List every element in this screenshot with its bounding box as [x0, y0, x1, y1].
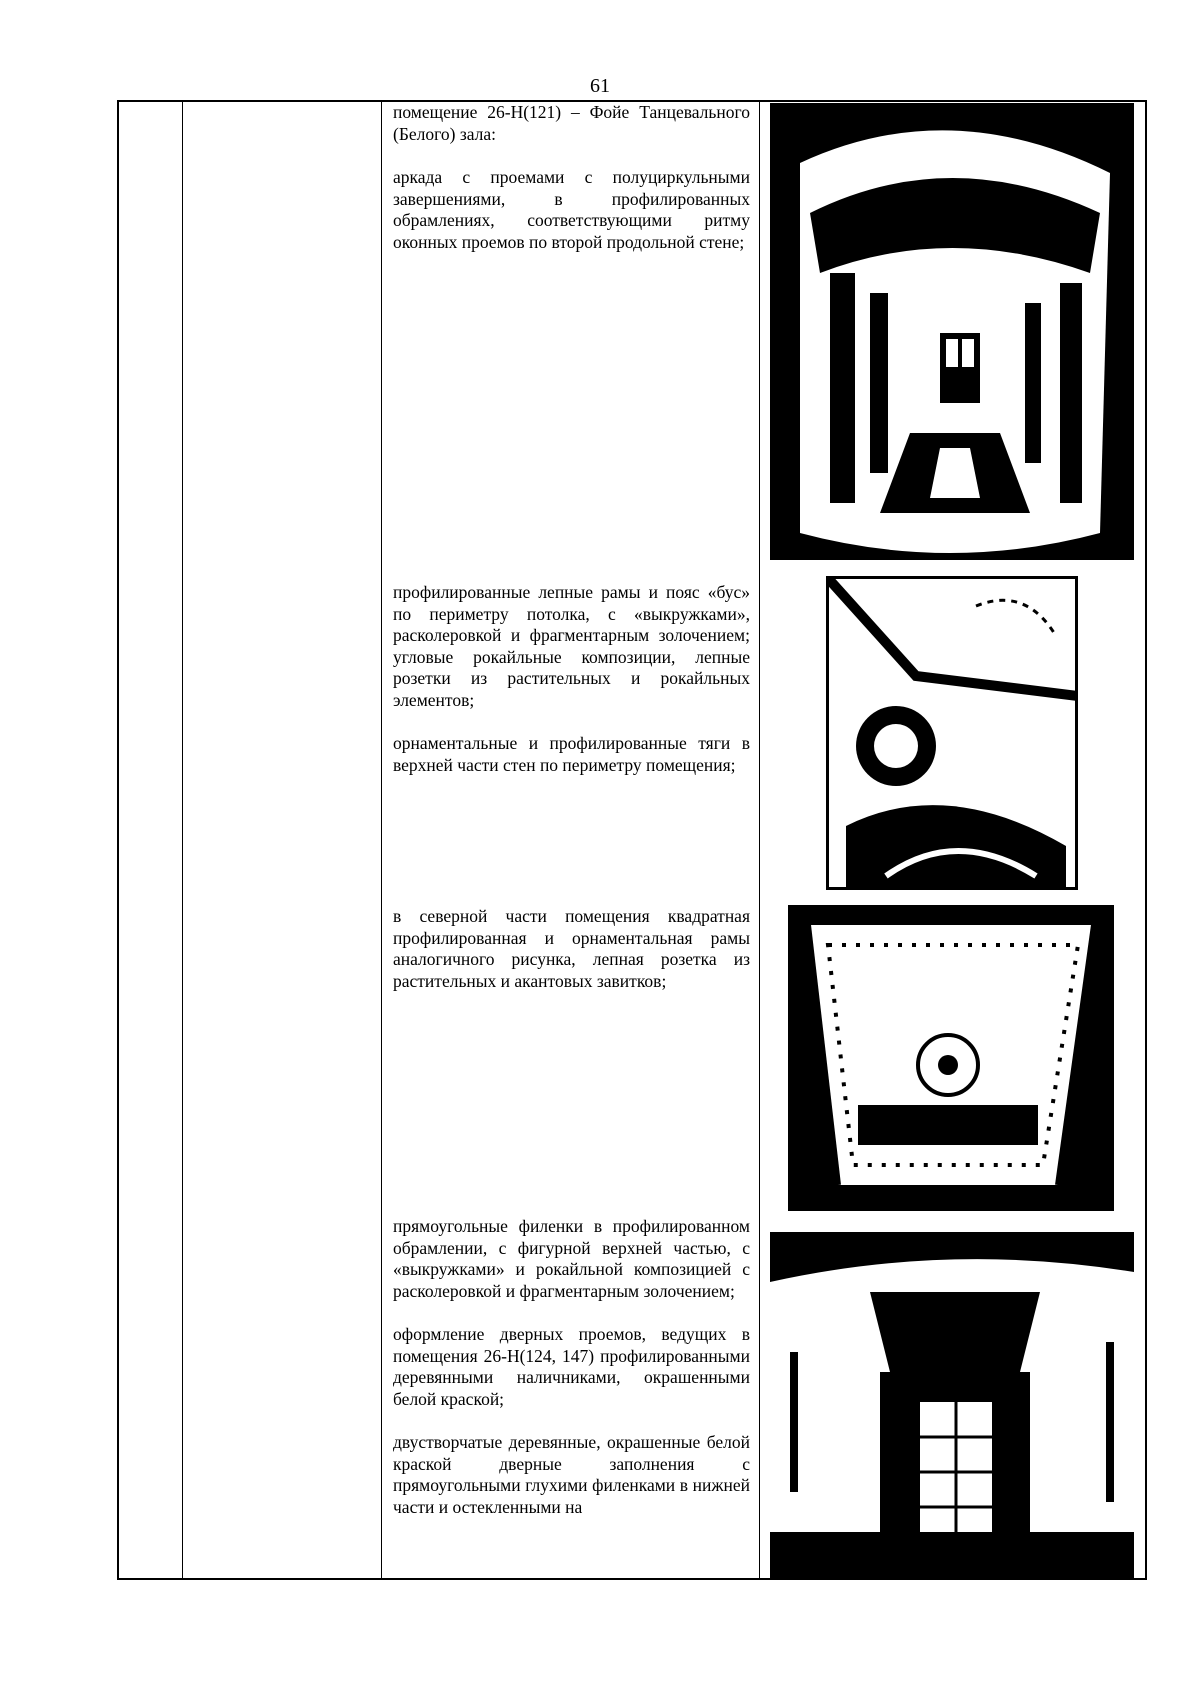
paragraph: в северной части помещения квадратная профилированная и орнаментальная рамы аналогичного рисунка, лепная розетка из растительных и акантовых завитков;: [393, 906, 750, 991]
ceiling-corner-photo: [826, 576, 1078, 890]
entry-text-4: [393, 1216, 750, 1518]
ceiling-frame-photo: [788, 905, 1114, 1211]
paragraph: аркада с проемами с полуциркульными завершениями, в профилированных обрамлениях, соответствующими ритму оконных проемов по второй продольной стене;: [393, 167, 750, 252]
column-divider: [381, 102, 382, 1578]
paragraph: оформление дверных проемов, ведущих в помещения 26-Н(124, 147) профилированными деревянными наличниками, окрашенными белой краской;: [393, 1324, 750, 1409]
column-divider: [182, 102, 183, 1578]
paragraph: орнаментальные и профилированные тяги в верхней части стен по периметру помещения;: [393, 733, 750, 775]
arcade-photo: [770, 103, 1134, 560]
column-divider: [759, 102, 760, 1578]
entry-text-1: [393, 102, 750, 253]
entry-text-3: [393, 906, 750, 992]
doorway-photo: [770, 1232, 1134, 1578]
entry-text-2: [393, 582, 750, 776]
paragraph: профилированные лепные рамы и пояс «бус» по периметру потолка, с «выкружками», расколеровкой и фрагментарным золочением; угловые рокайльные композиции, лепные розетки из растительных и рокайльных элементов;: [393, 582, 750, 710]
paragraph: прямоугольные филенки в профилированном обрамлении, с фигурной верхней частью, с «выкружками» и рокайльной композицией с расколеровкой и фрагментарным золочением;: [393, 1216, 750, 1301]
page-number: 61: [590, 75, 610, 97]
paragraph: двустворчатые деревянные, окрашенные белой краской дверные заполнения с прямоугольными глухими филенками в нижней части и остекленными на: [393, 1432, 750, 1517]
paragraph: помещение 26-Н(121) – Фойе Танцевального (Белого) зала:: [393, 102, 750, 144]
